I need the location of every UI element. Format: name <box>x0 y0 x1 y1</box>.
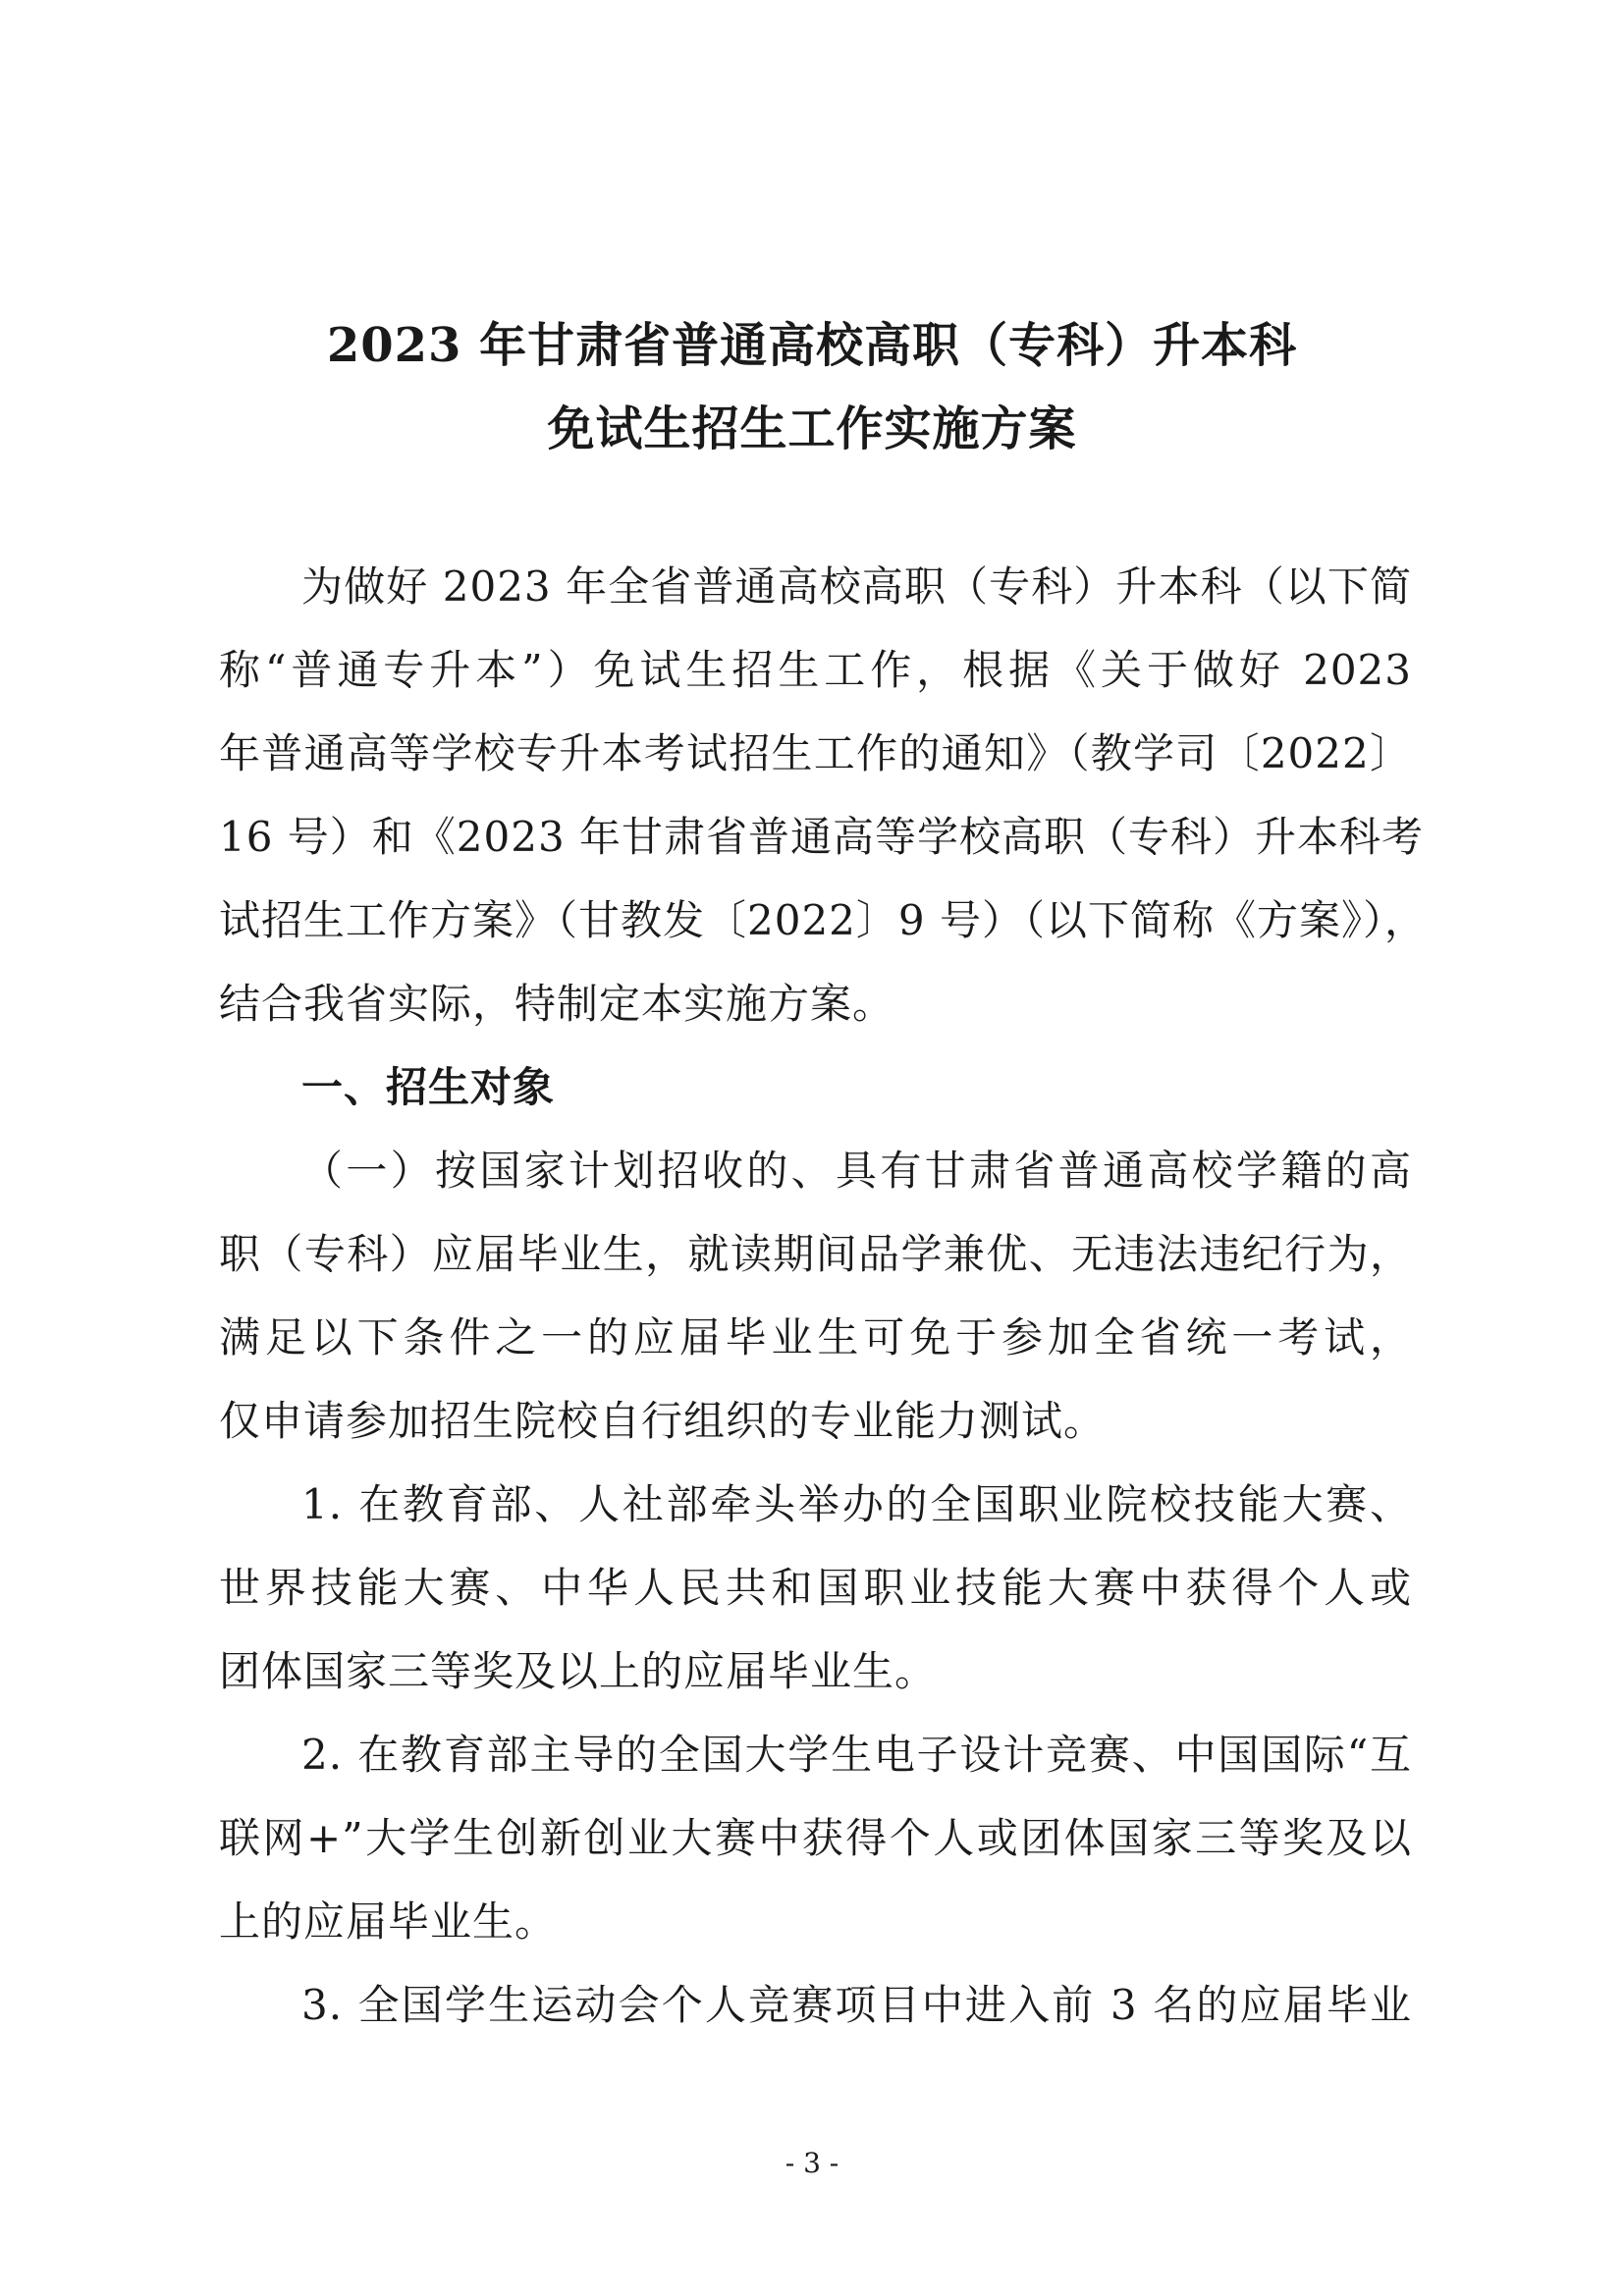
intro-line-5: 试招生工作方案》（甘教发〔2022〕9 号）（以下简称《方案》）， <box>219 896 1427 944</box>
intro-line-4: 16 号）和《2023 年甘肃省普通高等学校高职（专科）升本科考 <box>219 813 1425 861</box>
intro-line-2: 称“普通专升本”）免试生招生工作，根据《关于做好 2023 <box>219 646 1412 694</box>
para1-line-1: （一）按国家计划招收的、具有甘肃省普通高校学籍的高 <box>301 1147 1412 1195</box>
section-heading: 一、招生对象 <box>301 1063 556 1111</box>
para1-line-3: 满足以下条件之一的应届毕业生可免于参加全省统一考试， <box>219 1313 1412 1362</box>
intro-line-3: 年普通高等学校专升本考试招生工作的通知》（教学司〔2022〕 <box>219 729 1412 777</box>
intro-line-6: 结合我省实际，特制定本实施方案。 <box>219 980 895 1028</box>
item1-line-2: 世界技能大赛、中华人民共和国职业技能大赛中获得个人或 <box>219 1564 1412 1612</box>
para1-line-4: 仅申请参加招生院校自行组织的专业能力测试。 <box>219 1397 1107 1445</box>
item2-line-3: 上的应届毕业生。 <box>219 1897 558 1946</box>
page-number: - 3 - <box>785 2147 839 2179</box>
item2-line-2: 联网+”大学生创新创业大赛中获得个人或团体国家三等奖及以 <box>219 1814 1412 1862</box>
para1-line-2: 职（专科）应届毕业生，就读期间品学兼优、无违法违纪行为， <box>219 1230 1412 1278</box>
item1-line-3: 团体国家三等奖及以上的应届毕业生。 <box>219 1647 938 1695</box>
document-title-line-1: 2023 年甘肃省普通高校高职（专科）升本科 <box>326 318 1298 373</box>
item1-line-1: 1. 在教育部、人社部牵头举办的全国职业院校技能大赛、 <box>301 1480 1412 1528</box>
item2-line-1: 2. 在教育部主导的全国大学生电子设计竞赛、中国国际“互 <box>301 1731 1412 1779</box>
intro-line-1: 为做好 2023 年全省普通高校高职（专科）升本科（以下简 <box>301 562 1412 611</box>
item3-line-1: 3. 全国学生运动会个人竞赛项目中进入前 3 名的应届毕业 <box>301 1981 1412 2029</box>
document-title-line-2: 免试生招生工作实施方案 <box>547 401 1077 456</box>
